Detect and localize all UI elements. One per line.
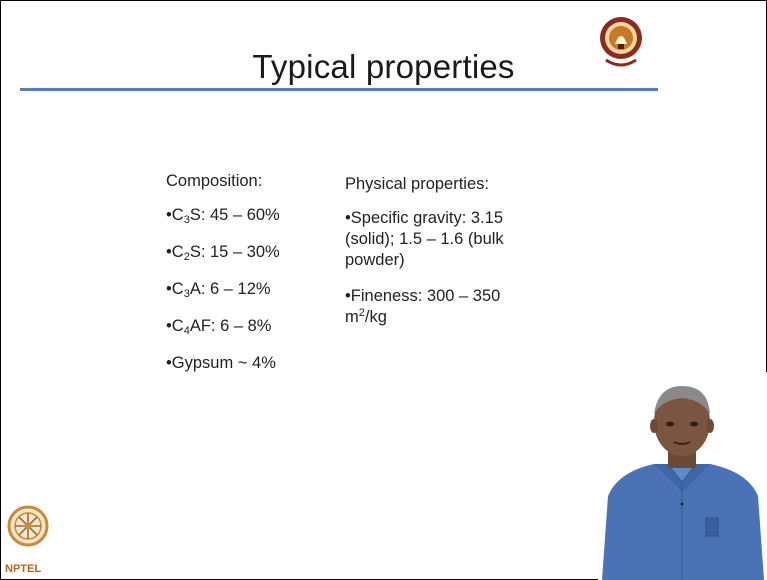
nptel-label: NPTEL xyxy=(5,563,42,575)
slide-title: Typical properties xyxy=(252,48,515,85)
specific-gravity-item: •Specific gravity: 3.15 (solid); 1.5 – 1.6 (bulk powder) xyxy=(345,209,504,269)
title-underline xyxy=(20,88,658,91)
composition-item-gypsum: •Gypsum ~ 4% xyxy=(166,354,276,372)
presenter-video xyxy=(598,372,767,580)
fineness-item: •Fineness: 300 – 350 $m^2/kg$ xyxy=(345,287,501,326)
composition-item-c3s: $•C_3S$: 45 – 60% xyxy=(166,206,280,226)
composition-heading: Composition: xyxy=(166,172,263,190)
iit-madras-logo-icon xyxy=(598,14,644,76)
composition-item-c2s: $•C_2S$: 15 – 30% xyxy=(166,243,280,263)
composition-item-c4af: $•C_4AF$: 6 – 8% xyxy=(166,317,272,337)
composition-list xyxy=(166,171,336,390)
physical-properties-list xyxy=(345,174,515,343)
composition-item-c3a: $•C_3A$: 6 – 12% xyxy=(166,280,271,300)
physical-heading: Physical properties: xyxy=(345,175,489,193)
